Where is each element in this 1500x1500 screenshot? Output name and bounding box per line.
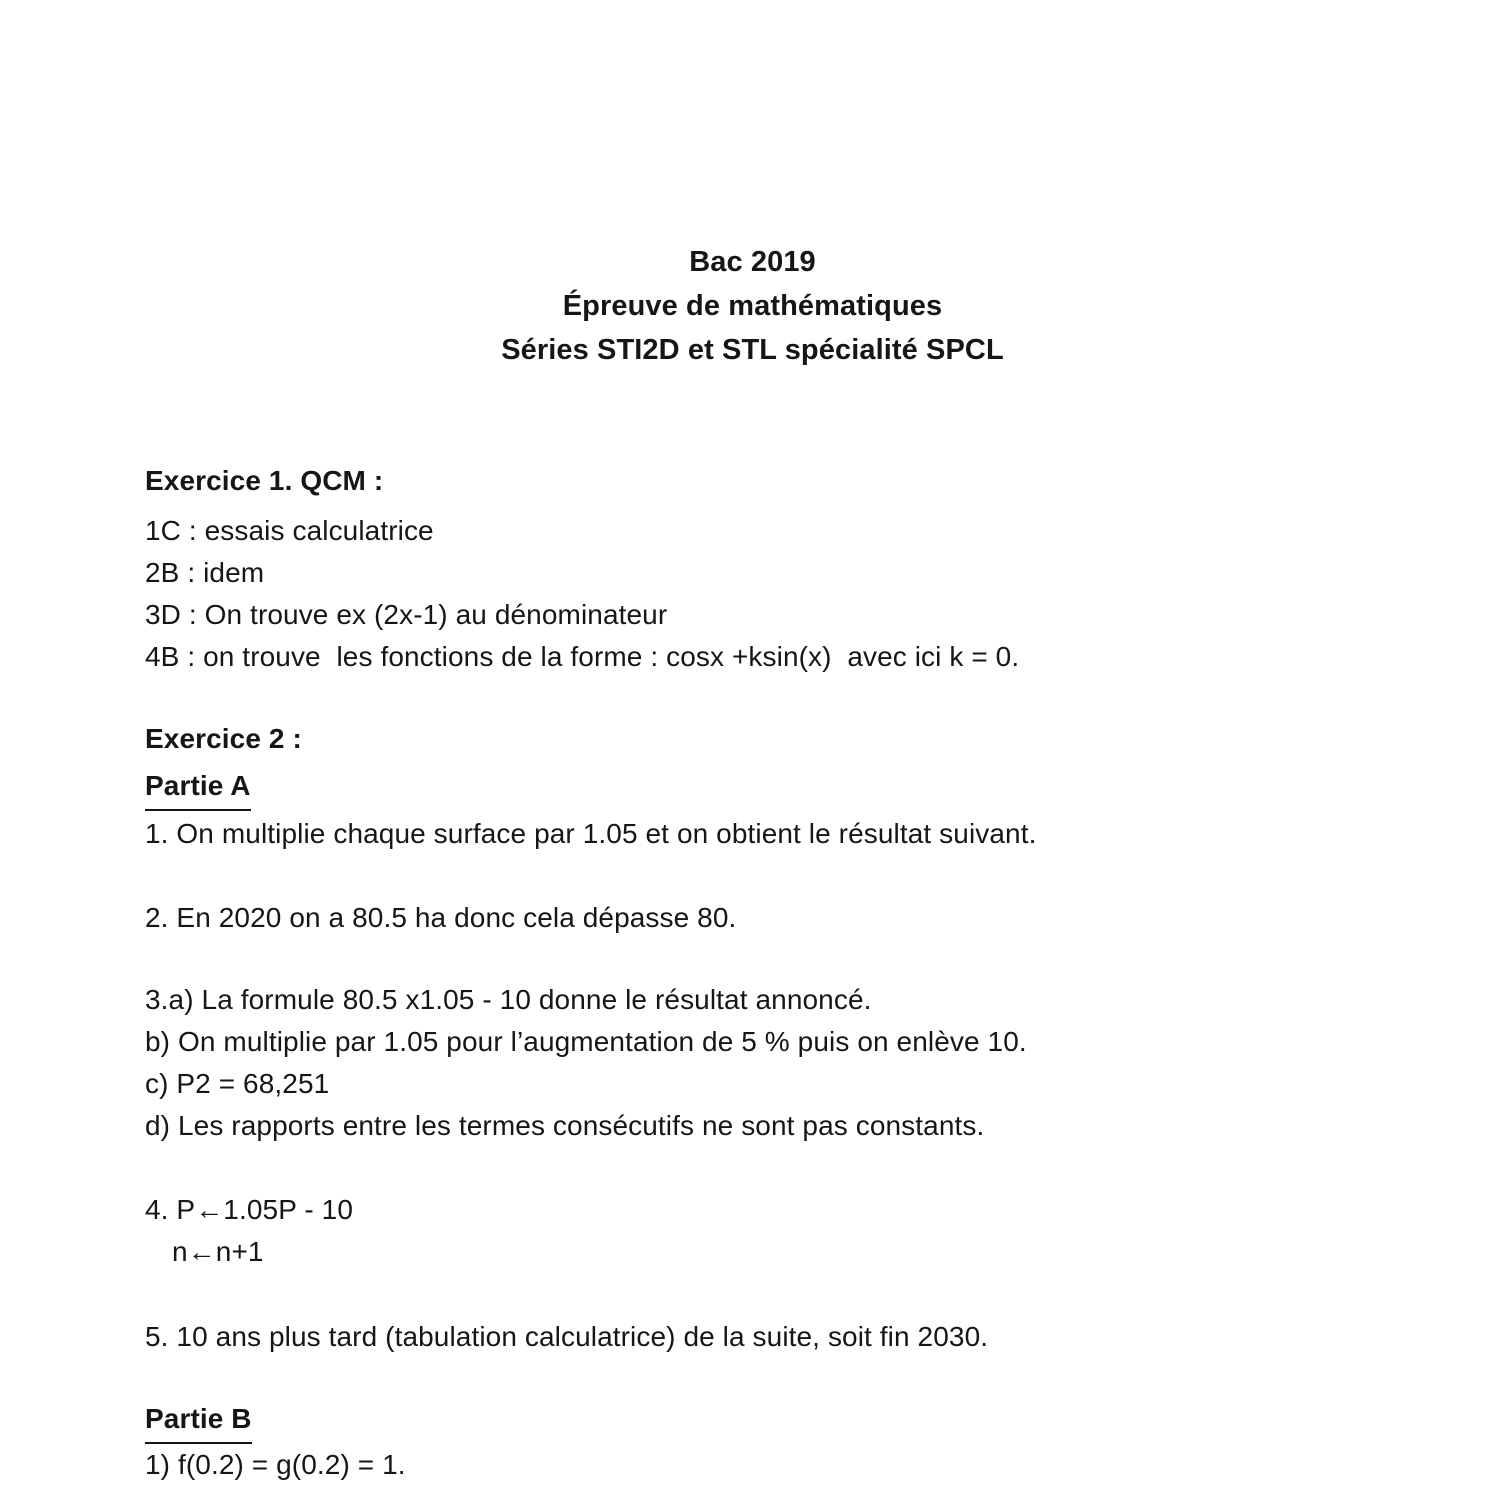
- answer-text-line-text: 3.a) La formule 80.5 x1.05 - 10 donne le résultat annoncé.: [145, 984, 872, 1015]
- answer-text-line-text: n←n+1: [172, 1236, 264, 1267]
- answer-text-line-text: 3D : On trouve ex (2x-1) au dénominateur: [145, 599, 668, 630]
- doc-title-line: [145, 240, 1360, 284]
- answer-text-line-text: 4. P←1.05P - 10: [145, 1194, 353, 1225]
- answer-text-line: [145, 594, 1360, 636]
- answer-text-line: [145, 510, 1360, 552]
- doc-title-line-text: Épreuve de mathématiques: [562, 290, 943, 322]
- doc-title-line-text: Séries STI2D et STL spécialité SPCL: [501, 334, 1004, 366]
- document-body: [145, 240, 1360, 1486]
- part-heading: [145, 1398, 1360, 1444]
- answer-text-line: [145, 813, 1360, 855]
- answer-text-line-text: 2B : idem: [145, 557, 265, 588]
- section-heading: [145, 718, 1360, 760]
- answer-text-line-text: 1. On multiplie chaque surface par 1.05 et on obtient le résultat suivant.: [145, 818, 1037, 849]
- answer-text-line: [145, 979, 1360, 1021]
- answer-text-line: [172, 1231, 1360, 1273]
- section-heading-text: Exercice 1. QCM :: [145, 465, 384, 496]
- answer-text-line-text: 2. En 2020 on a 80.5 ha donc cela dépasse 80.: [145, 902, 737, 933]
- part-heading: [145, 765, 1360, 811]
- doc-title-line: [145, 284, 1360, 328]
- answer-text-line: [145, 1063, 1360, 1105]
- answer-text-line: [145, 1189, 1360, 1231]
- section-heading: [145, 460, 1360, 502]
- answer-text-line-text: 1) f(0.2) = g(0.2) = 1.: [145, 1449, 406, 1480]
- answer-text-line: [145, 1021, 1360, 1063]
- answer-text-line-text: b) On multiplie par 1.05 pour l’augmentation de 5 % puis on enlève 10.: [145, 1026, 1027, 1057]
- answer-text-line-text: 4B : on trouve les fonctions de la forme : cosx +ksin(x) avec ici k = 0.: [145, 641, 1020, 672]
- answer-text-line: [145, 897, 1360, 939]
- answer-text-line-text: 5. 10 ans plus tard (tabulation calculatrice) de la suite, soit fin 2030.: [145, 1321, 989, 1352]
- doc-title-line: [145, 328, 1360, 372]
- answer-text-line-text: d) Les rapports entre les termes consécutifs ne sont pas constants.: [145, 1110, 985, 1141]
- answer-text-line: [145, 1444, 1360, 1486]
- answer-text-line-text: 1C : essais calculatrice: [145, 515, 434, 546]
- doc-title-line-text: Bac 2019: [689, 246, 816, 278]
- part-heading-text: Partie B: [145, 1398, 252, 1444]
- answer-text-line-text: c) P2 = 68,251: [145, 1068, 330, 1099]
- section-heading-text: Exercice 2 :: [145, 723, 302, 754]
- answer-text-line: [145, 552, 1360, 594]
- answer-text-line: [145, 636, 1360, 678]
- answer-text-line: [145, 1105, 1360, 1147]
- answer-text-line: [145, 1316, 1360, 1358]
- part-heading-text: Partie A: [145, 765, 251, 811]
